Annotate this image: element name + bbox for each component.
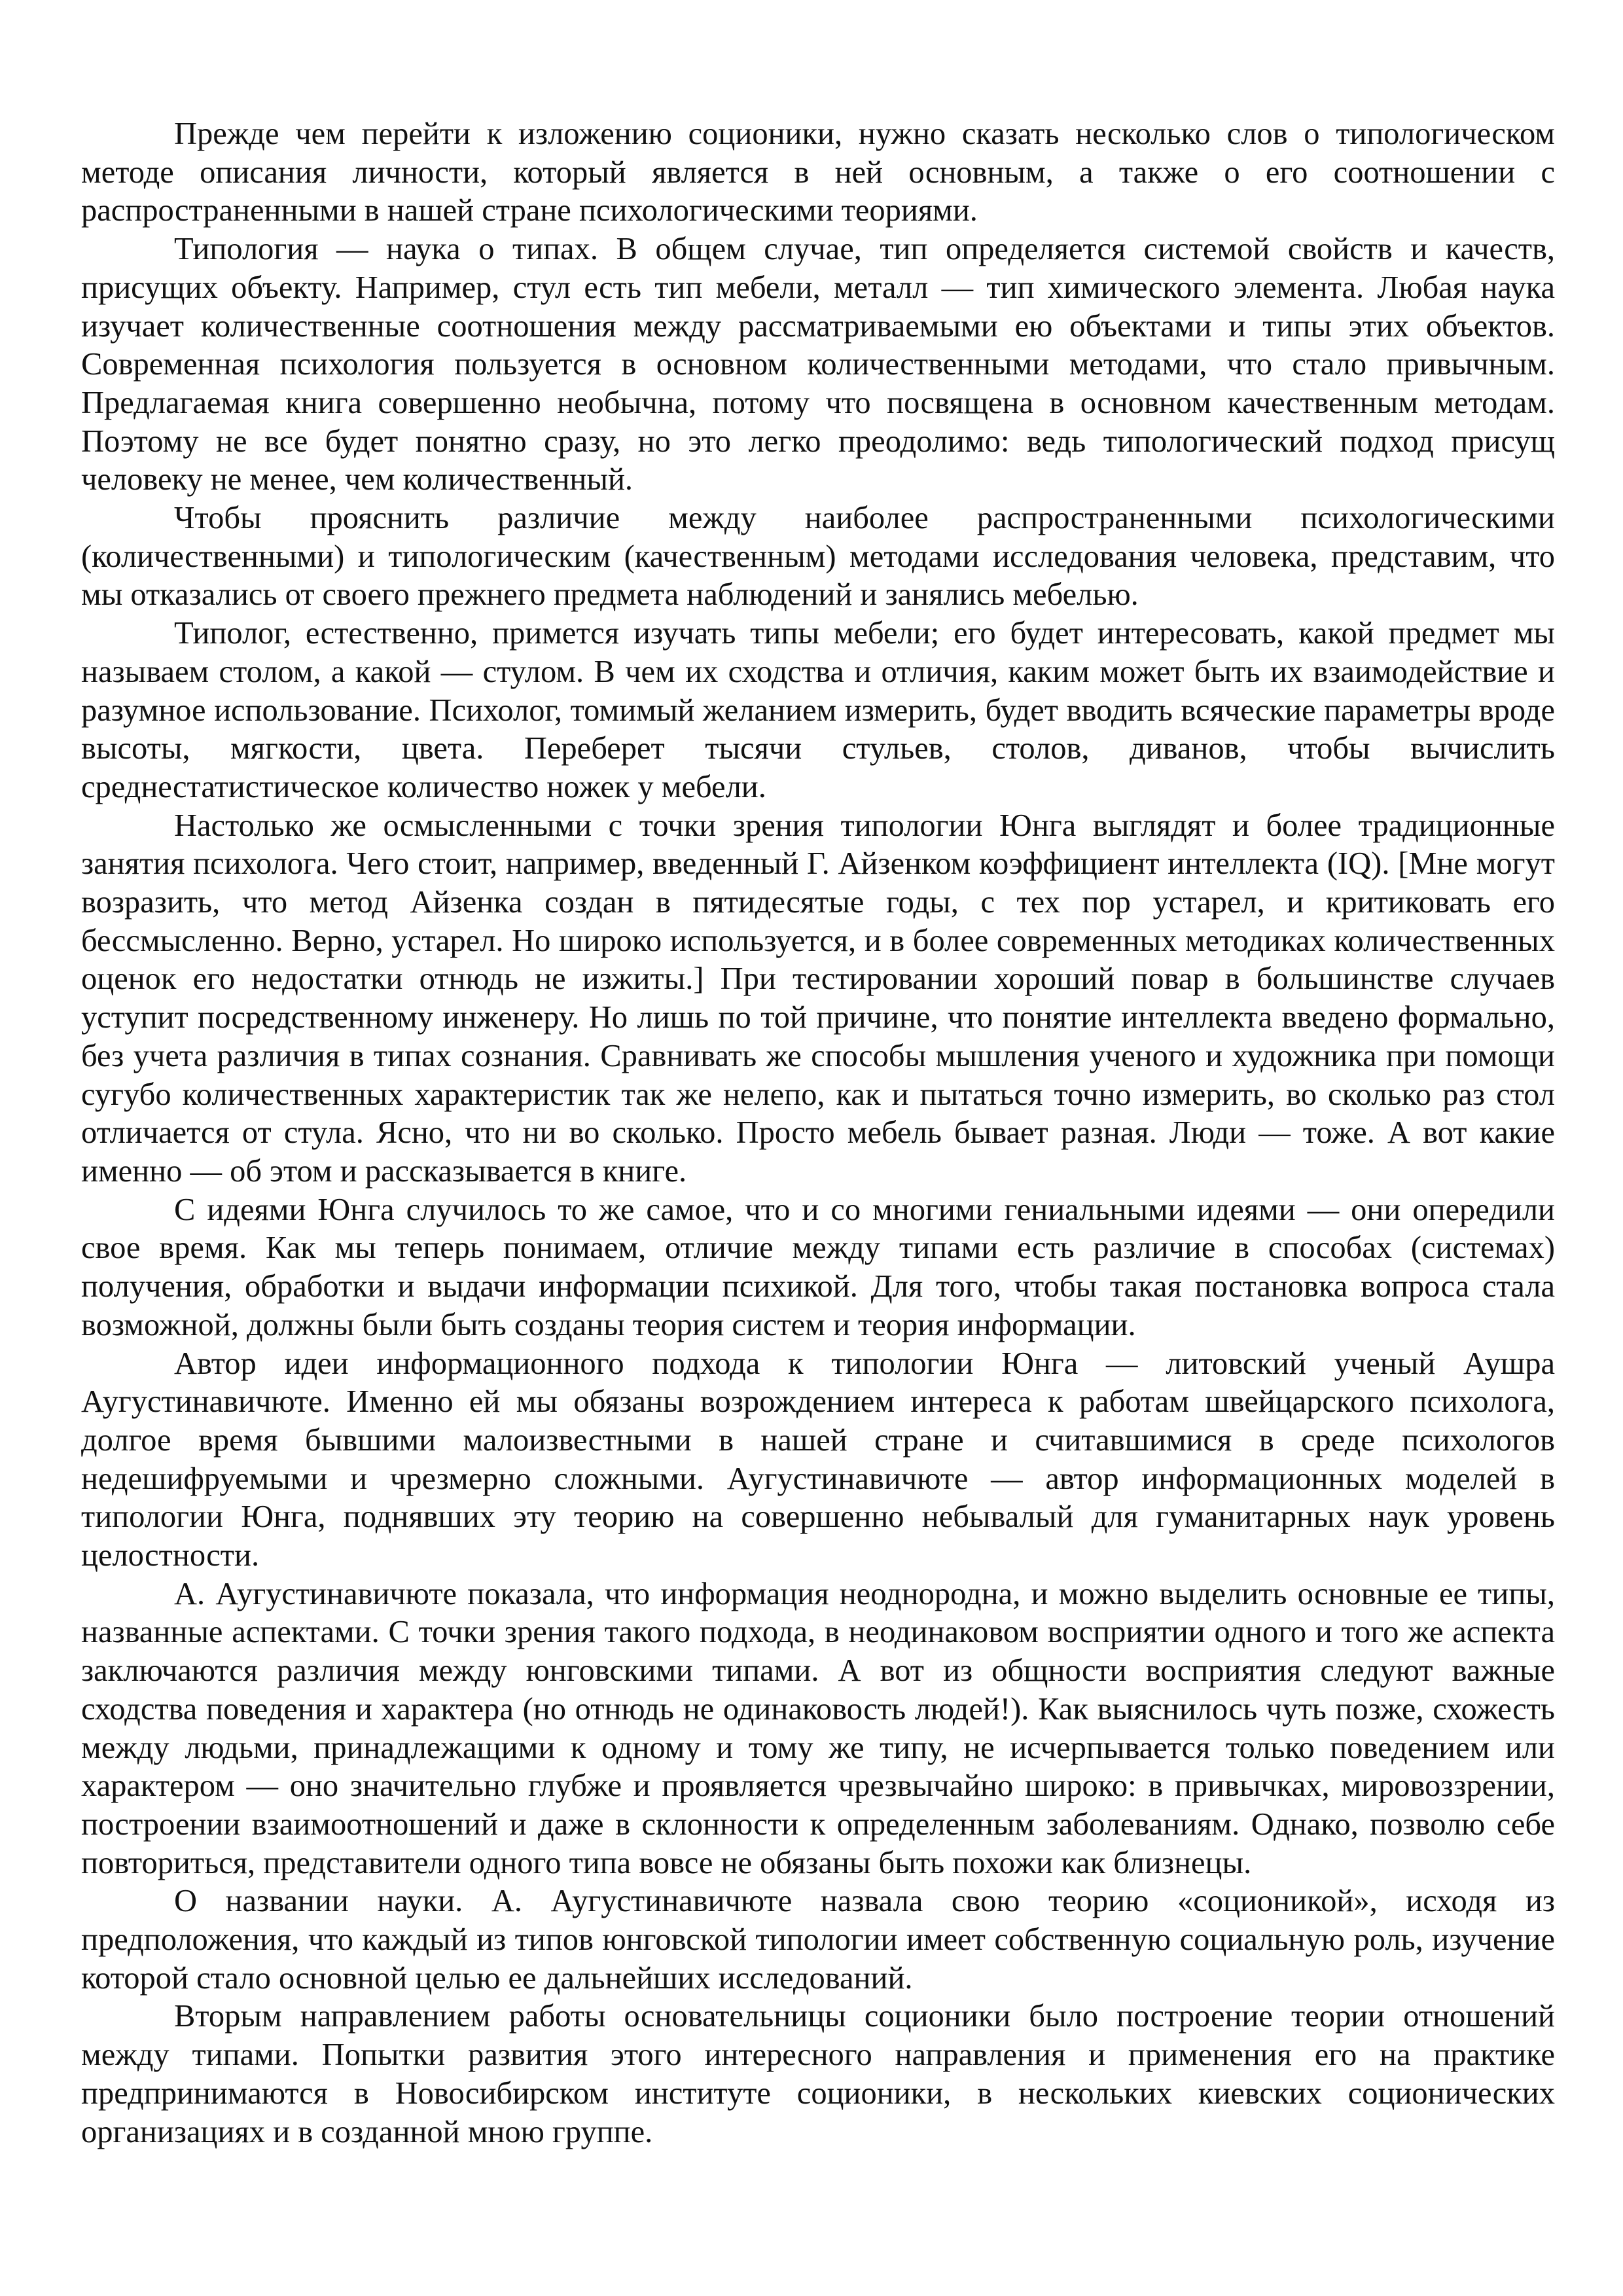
paragraph-10: Вторым направлением работы основательницы соционики было построение теории отношений между типами. Попытки развития этого интересного направления и применения его на практике предпринимаются в Новосибирском институте соционики, в нескольких киевских соционических организациях и в созданной мною группе. [81, 1999, 1555, 2149]
paragraph-8: А. Аугустинавичюте показала, что информация неоднородна, и можно выделить основные ее типы, названные аспектами. С точки зрения такого подхода, в неодинаковом восприятии одного и того же аспекта заключаются различия между юнговскими типами. А вот из общности восприятия следуют важные сходства поведения и характера (но отнюдь не одинаковость людей!). Как выяснилось чуть позже, схожесть между людьми, принадлежащими к одному и тому же типу, не исчерпывается только поведением или характером — оно значительно глубже и проявляется чрезвычайно широко: в привычках, мировоззрении, построении взаимоотношений и даже в склонности к определенным заболеваниям. Однако, позволю себе повториться, представители одного типа вовсе не обязаны быть похожи как близнецы. [81, 1576, 1555, 1880]
paragraph-1: Прежде чем перейти к изложению соционики, нужно сказать несколько слов о типологическом методе описания личности, который является в ней основным, а также о его соотношении с распространенными в нашей стране психологическими теориями. [81, 117, 1555, 228]
paragraph-6: С идеями Юнга случилось то же самое, что и со многими гениальными идеями — они опередили свое время. Как мы теперь понимаем, отличие между типами есть различие в способах (системах) получения, обработки и выдачи информации психикой. Для того, чтобы такая постановка вопроса стала возможной, должны были быть созданы теория систем и теория информации. [81, 1192, 1555, 1342]
paragraph-5: Настолько же осмысленными с точки зрения типологии Юнга выглядят и более традиционные занятия психолога. Чего стоит, например, введенный Г. Айзенком коэффициент интеллекта (IQ). [Мне могут возразить, что метод Айзенка создан в пятидесятые годы, с тех пор устарел, и критиковать его бессмысленно. Верно, устарел. Но широко используется, и в более современных методиках количественных оценок его недостатки отнюдь не изжиты.] При тестировании хороший повар в большинстве случаев уступит посредственному инженеру. Но лишь по той причине, что понятие интеллекта введено формально, без учета различия в типах сознания. Сравнивать же способы мышления ученого и художника при помощи сугубо количественных характеристик так же нелепо, как и пытаться точно измерить, во сколько раз стол отличается от стула. Ясно, что ни во сколько. Просто мебель бывает разная. Люди — тоже. А вот какие именно — об этом и рассказывается в книге. [81, 808, 1555, 1189]
paragraph-4: Типолог, естественно, примется изучать типы мебели; его будет интересовать, какой предмет мы называем столом, а какой — стулом. В чем их сходства и отличия, каким может быть их взаимодействие и разумное использование. Психолог, томимый желанием измерить, будет вводить всяческие параметры вроде высоты, мягкости, цвета. Переберет тысячи стульев, столов, диванов, чтобы вычислить среднестатистическое количество ножек у мебели. [81, 616, 1555, 804]
paragraph-7: Автор идеи информационного подхода к типологии Юнга — литовский ученый Аушра Аугустинавичюте. Именно ей мы обязаны возрождением интереса к работам швейцарского психолога, долгое время бывшими малоизвестными в нашей стране и считавшимися в среде психологов недешифруемыми и чрезмерно сложными. Аугустинавичюте — автор информационных моделей в типологии Юнга, поднявших эту теорию на совершенно небывалый для гуманитарных наук уровень целостности. [81, 1346, 1555, 1573]
paragraph-2: Типология — наука о типах. В общем случае, тип определяется системой свойств и качеств, присущих объекту. Например, стул есть тип мебели, металл — тип химического элемента. Любая наука изучает количественные соотношения между рассматриваемыми ею объектами и типы этих объектов. Современная психология пользуется в основном количественными методами, что стало привычным. Предлагаемая книга совершенно необычна, потому что посвящена в основном качественным методам. Поэтому не все будет понятно сразу, но это легко преодолимо: ведь типологический подход присущ человеку не менее, чем количественный. [81, 232, 1555, 497]
paragraph-3: Чтобы прояснить различие между наиболее распространенными психологическими (количественными) и типологическим (качественным) методами исследования человека, представим, что мы отказались от своего прежнего предмета наблюдений и занялись мебелью. [81, 501, 1555, 613]
paragraph-9: О названии науки. А. Аугустинавичюте назвала свою теорию «соционикой», исходя из предположения, что каждый из типов юнговской типологии имеет собственную социальную роль, изучение которой стало основной целью ее дальнейших исследований. [81, 1884, 1555, 1996]
